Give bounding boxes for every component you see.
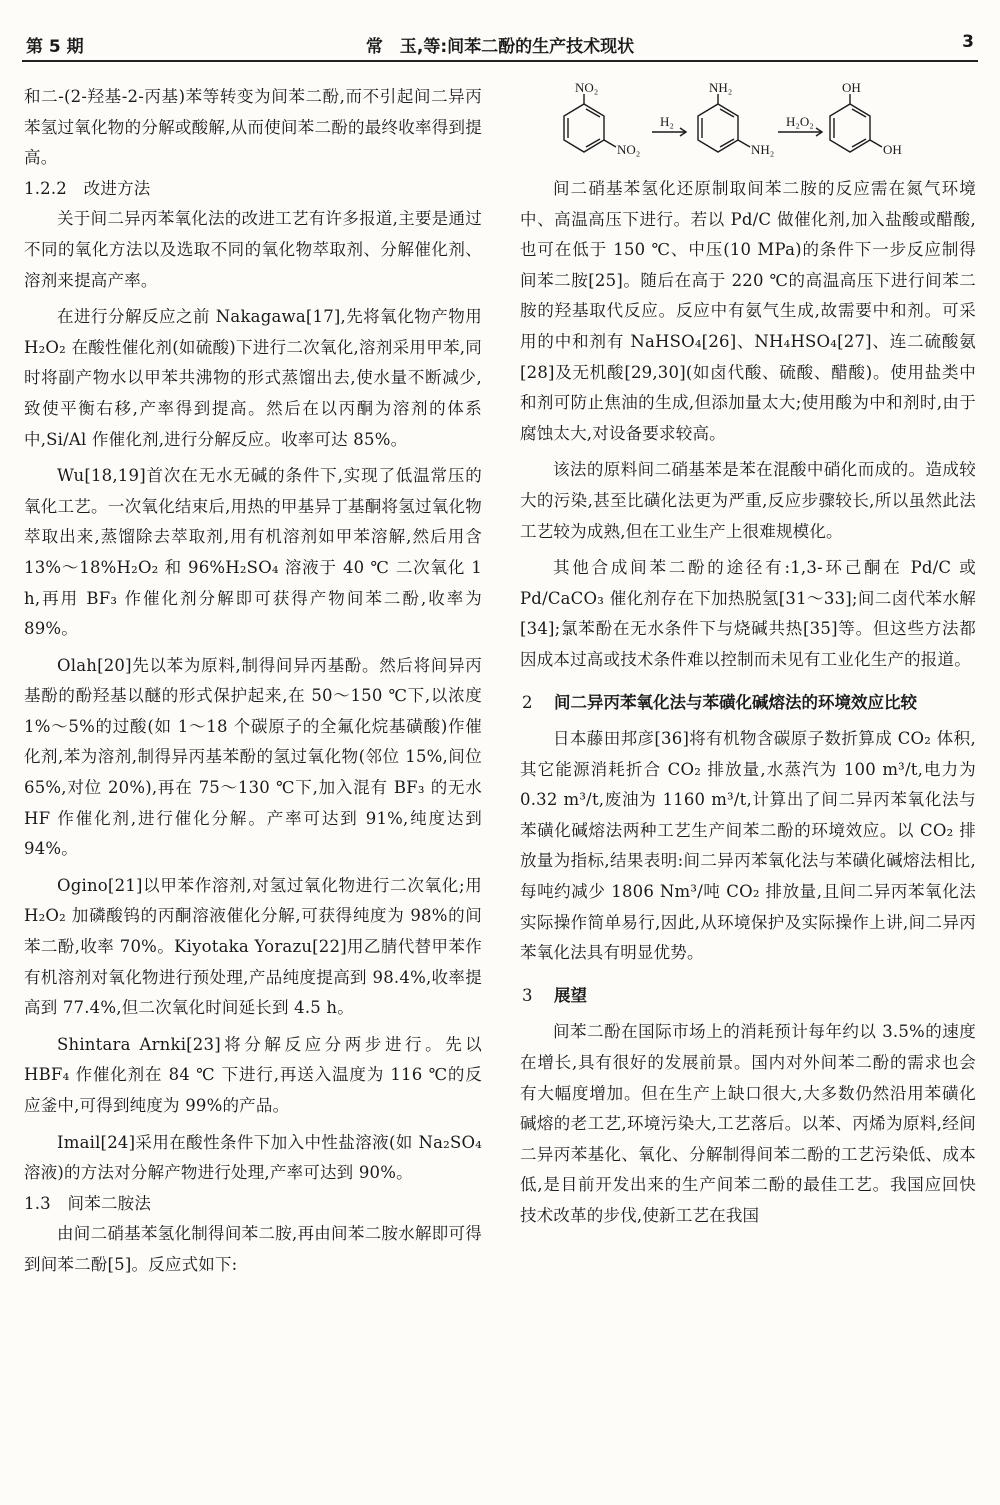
article-title-header: 常 玉,等:间苯二酚的生产技术现状 <box>365 37 635 57</box>
reaction-scheme <box>520 82 976 174</box>
section-heading-1-3: 1.3 间苯二胺法 <box>24 1193 152 1213</box>
running-header <box>26 24 974 60</box>
label-arrow-2: H₂O₂ <box>786 114 814 129</box>
section-number: 2 <box>522 692 533 712</box>
label-oh-side: OH <box>883 142 902 157</box>
paragraph: 该法的原料间二硝基苯是苯在混酸中硝化而成的。造成较大的污染,甚至比磺化法更为严重,反应步骤较长,所以虽然此法工艺较为成熟,但在工业生产上很难规模化。 <box>520 460 976 541</box>
section-heading-1-2-2: 1.2.2 改进方法 <box>24 178 151 198</box>
label-nh2-side: NH₂ <box>751 142 775 157</box>
benzene-ring-3 <box>830 104 870 152</box>
benzene-ring-2 <box>698 104 738 152</box>
label-arrow-1: H₂ <box>660 114 674 129</box>
paragraph: Olah[20]先以苯为原料,制得间异丙基酚。然后将间异丙基酚的酚羟基以醚的形式保护起来,在 50～150 ℃下,以浓度 1%～5%的过酸(如 1～18 个碳原子的全氟化烷基磺酸)作催化剂,苯为溶剂,制得异丙基苯酚的氢过氧化物(邻位 15%,间位 65%,对位 20%),再在 75～130 ℃下,加入混有 BF₃ 的无水 HF 作催化剂,进行催化分解。产率可达到 91%,纯度达到 94%。 <box>24 655 482 859</box>
paragraph: 间二硝基苯氢化还原制取间苯二胺的反应需在氮气环境中、高温高压下进行。若以 Pd/C 做催化剂,加入盐酸或醋酸,也可在低于 150 ℃、中压(10 MPa)的条件下一步反应制得间苯二胺[25]。随后在高于 220 ℃的高温高压下进行间苯二胺的羟基取代反应。反应中有氨气生成,故需要中和剂。可采用的中和剂有 NaHSO₄[26]、NH₄HSO₄[27]、连二硫酸氨[28]及无机酸[29,30](如卤代酸、硫酸、醋酸)。使用盐类中和剂可防止焦油的生成,但添加量太大;使用酸为中和剂时,由于腐蚀太大,对设备要求较高。 <box>520 179 976 443</box>
section-number: 3 <box>522 985 533 1005</box>
header-rule <box>22 60 978 62</box>
right-column <box>520 82 976 1232</box>
left-column <box>24 82 482 1281</box>
paragraph: Wu[18,19]首次在无水无碱的条件下,实现了低温常压的氧化工艺。一次氧化结束后,用热的甲基异丁基酮将氢过氧化物萃取出来,蒸馏除去萃取剂,用有机溶剂如甲苯溶解,然后用含 13%～18%H₂O₂ 和 96%H₂SO₄ 溶液于 40 ℃ 二次氧化 1 h,再用 BF₃ 作催化剂分解即可获得产物间苯二酚,收率为 89%。 <box>24 466 482 639</box>
paragraph: 由间二硝基苯氢化制得间苯二胺,再由间苯二胺水解即可得到间苯二酚[5]。反应式如下: <box>24 1224 482 1274</box>
label-no2-top: NO₂ <box>575 82 599 95</box>
paragraph: Ogino[21]以甲苯作溶剂,对氢过氧化物进行二次氧化;用 H₂O₂ 加磷酸钨的丙酮溶液催化分解,可获得纯度为 98%的间苯二酚,收率 70%。Kiyotaka Yorazu[22]用乙腈代替甲苯作有机溶剂对氧化物进行预处理,产品纯度提高到 98.4%,收率提高到 77.4%,但二次氧化时间延长到 4.5 h。 <box>24 875 482 1018</box>
label-oh-top: OH <box>842 82 861 95</box>
paragraph: Shintara Arnki[23]将分解反应分两步进行。先以 HBF₄ 作催化剂在 84 ℃ 下进行,再送入温度为 116 ℃的反应釜中,可得到纯度为 99%的产品。 <box>24 1034 482 1115</box>
paragraph: 间苯二酚在国际市场上的消耗预计每年约以 3.5%的速度在增长,具有很好的发展前景。国内对外间苯二酚的需求也会有大幅度增加。但在生产上缺口很大,大多数仍然沿用苯磺化碱熔的老工艺,环境污染大,工艺落后。以苯、丙烯为原料,经间二异丙苯基化、氧化、分解制得间苯二酚的工艺污染低、成本低,是目前开发出来的生产间苯二酚的最佳工艺。我国应回快技术改革的步伐,使新工艺在我国 <box>520 1022 976 1225</box>
paragraph: 和二-(2-羟基-2-丙基)苯等转变为间苯二酚,而不引起间二异丙苯氢过氧化物的分解或酸解,从而使间苯二酚的最终收率得到提高。 <box>24 87 482 168</box>
issue-number: 第 5 期 <box>26 37 84 57</box>
section-title: 展望 <box>554 985 587 1005</box>
paragraph: 日本藤田邦彦[36]将有机物含碳原子数折算成 CO₂ 体积,其它能源消耗折合 CO₂ 排放量,水蒸汽为 100 m³/t,电力为 0.32 m³/t,废油为 1160 m³/t,计算出了间二异丙苯氧化法与苯磺化碱熔法两种工艺生产间苯二酚的环境效应。以 CO₂ 排放量为指标,结果表明:间二异丙苯氧化法与苯磺化碱熔法相比,每吨约减少 1806 Nm³/吨 CO₂ 排放量,且间二异丙苯氧化法实际操作简单易行,因此,从环境保护及实际操作上讲,间二异丙苯氧化法具有明显优势。 <box>520 729 976 963</box>
section-heading-3 <box>520 981 976 1012</box>
benzene-ring-1 <box>564 104 604 152</box>
section-heading-2 <box>520 688 976 719</box>
section-title: 间二异丙苯氧化法与苯磺化碱熔法的环境效应比较 <box>554 692 917 712</box>
paragraph: 在进行分解反应之前 Nakagawa[17],先将氧化物产物用 H₂O₂ 在酸性催化剂(如硫酸)下进行二次氧化,溶剂采用甲苯,同时将副产物水以甲苯共沸物的形式蒸馏出去,使水量不断减少,致使平衡右移,产率得到提高。然后在以丙酮为溶剂的体系中,Si/Al 作催化剂,进行分解反应。收率可达 85%。 <box>24 307 482 449</box>
reaction-diagram <box>520 82 976 174</box>
label-nh2-top: NH₂ <box>709 82 733 95</box>
label-no2-side: NO₂ <box>617 142 641 157</box>
paragraph: Imail[24]采用在酸性条件下加入中性盐溶液(如 Na₂SO₄ 溶液)的方法对分解产物进行处理,产率可达到 90%。 <box>24 1132 482 1183</box>
page-number: 3 <box>962 32 974 52</box>
paragraph: 关于间二异丙苯氧化法的改进工艺有许多报道,主要是通过不同的氧化方法以及选取不同的氧化物萃取剂、分解催化剂、溶剂来提高产率。 <box>24 209 482 290</box>
paragraph: 其他合成间苯二酚的途径有:1,3-环己酮在 Pd/C 或 Pd/CaCO₃ 催化剂存在下加热脱氢[31～33];间二卤代苯水解[34];氯苯酚在无水条件下与烧碱共热[35]等。但这些方法都因成本过高或技术条件难以控制而未见有工业化生产的报道。 <box>520 558 976 669</box>
